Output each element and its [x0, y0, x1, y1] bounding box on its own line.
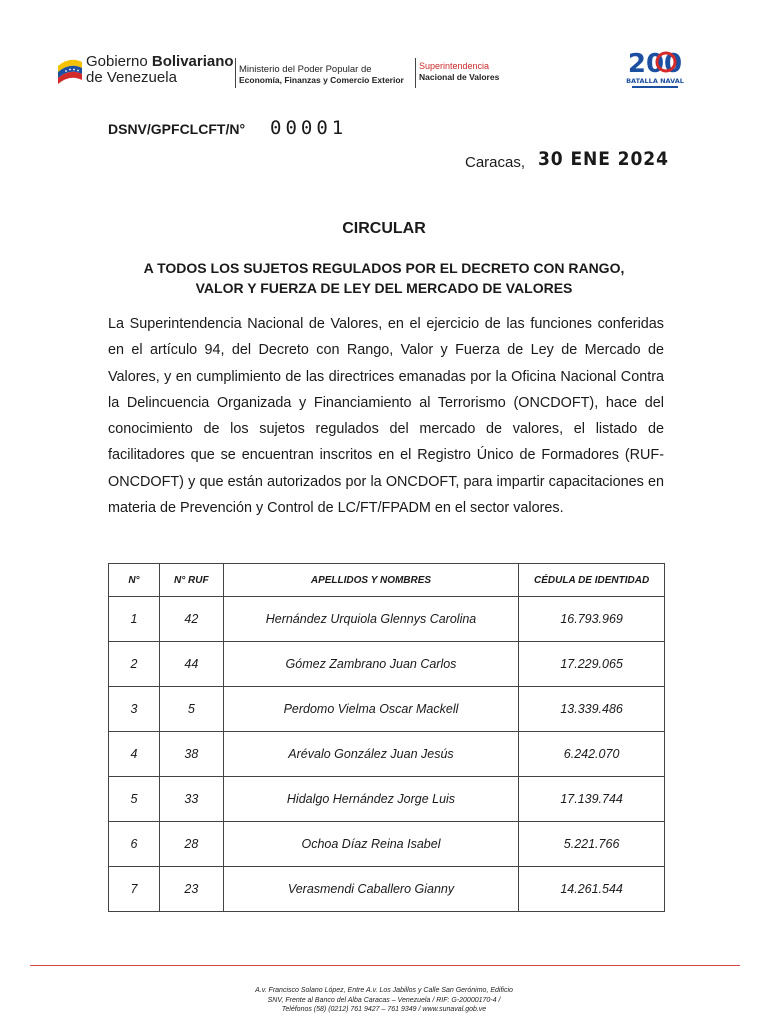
cell-no: 3 — [109, 687, 160, 732]
cell-name: Perdomo Vielma Oscar Mackell — [223, 687, 518, 732]
reference-number: 00001 — [270, 117, 348, 139]
cell-cedula: 17.229.065 — [519, 642, 665, 687]
cell-cedula: 16.793.969 — [519, 597, 665, 642]
footer-line1: A.v. Francisco Solano López, Entre A.v. Los Jabillos y Calle San Gerónimo, Edificio — [255, 987, 513, 994]
superintendencia-label — [419, 61, 499, 83]
table-row — [109, 597, 665, 642]
body-paragraph: La Superintendencia Nacional de Valores, en el ejercicio de las funciones conferidas en el artículo 94, del Decreto con Rango, Valor y Fuerza de Ley de Mercado de Valores, y en cumplimiento de las directrices emanadas por la Oficina Nacional Contra la Delincuencia Organizada y Financiamiento al Terrorismo (ONCDOFT), hace del conocimiento de los sujetos regulados del mercado de valores, el listado de facilitadores que se encuentran inscritos en el Registro Único de Formadores (RUF-ONCDOFT) y que están autorizados por la ONCDOFT, para impartir capacitaciones en materia de Prevención y Control de LC/FT/FPADM en el sector valores. — [108, 316, 664, 517]
header-cedula: CÉDULA DE IDENTIDAD — [519, 564, 665, 597]
cell-no: 4 — [109, 732, 160, 777]
cell-ruf: 5 — [159, 687, 223, 732]
document-subtitle — [100, 258, 668, 298]
cell-ruf: 42 — [159, 597, 223, 642]
subtitle-line2: VALOR Y FUERZA DE LEY DEL MERCADO DE VALORES — [195, 280, 573, 296]
date-stamp: 30 ENE 2024 — [538, 148, 669, 170]
gobierno-text: Gobierno — [86, 53, 152, 70]
cell-no: 6 — [109, 822, 160, 867]
footer-address — [0, 986, 768, 1015]
footer-rule — [30, 965, 740, 966]
cell-ruf: 33 — [159, 777, 223, 822]
table-header-row — [109, 564, 665, 597]
ministerio-label — [239, 64, 404, 86]
ministerio-line2: Economía, Finanzas y Comercio Exterior — [239, 75, 404, 85]
facilitators-table — [108, 563, 665, 912]
anniv-number-text: 200 — [627, 49, 683, 79]
cell-no: 5 — [109, 777, 160, 822]
bolivariano-text: Bolivariano — [151, 53, 234, 70]
cell-no: 1 — [109, 597, 160, 642]
cell-ruf: 44 — [159, 642, 223, 687]
cell-cedula: 13.339.486 — [519, 687, 665, 732]
cell-ruf: 38 — [159, 732, 223, 777]
footer-line3: Teléfonos (58) (0212) 761 9427 – 761 9349 / www.sunaval.gob.ve — [281, 1006, 487, 1013]
table-row — [109, 732, 665, 777]
footer-line2: SNV, Frente al Banco del Alba Caracas – Venezuela / RIF: G-20000170-4 / — [267, 996, 501, 1004]
document-title: CIRCULAR — [342, 220, 426, 237]
de-venezuela-text: de Venezuela — [86, 69, 177, 86]
cell-cedula: 5.221.766 — [519, 822, 665, 867]
batalla-naval-200-logo-icon — [620, 44, 690, 94]
super-line1: Superintendencia — [419, 61, 490, 71]
header-divider — [235, 58, 236, 88]
table-row — [109, 822, 665, 867]
cell-name: Hidalgo Hernández Jorge Luis — [223, 777, 518, 822]
table-row — [109, 867, 665, 912]
super-line2: Nacional de Valores — [419, 72, 500, 82]
anniv-label-text: BATALLA NAVAL — [626, 77, 684, 85]
ministerio-line1: Ministerio del Poder Popular de — [239, 64, 372, 75]
reference-code: DSNV/GPFCLCFT/N° — [108, 121, 246, 137]
cell-name: Ochoa Díaz Reina Isabel — [223, 822, 518, 867]
header-no: N° — [109, 564, 160, 597]
gobierno-bolivariano-wordmark — [86, 54, 234, 86]
cell-ruf: 28 — [159, 822, 223, 867]
cell-cedula: 17.139.744 — [519, 777, 665, 822]
cell-name: Gómez Zambrano Juan Carlos — [223, 642, 518, 687]
header-ruf: N° RUF — [159, 564, 223, 597]
cell-ruf: 23 — [159, 867, 223, 912]
cell-name: Hernández Urquiola Glennys Carolina — [223, 597, 518, 642]
header-names: APELLIDOS Y NOMBRES — [223, 564, 518, 597]
table-row — [109, 642, 665, 687]
venezuela-flag-logo-icon — [56, 56, 84, 86]
table-row — [109, 687, 665, 732]
cell-no: 2 — [109, 642, 160, 687]
cell-cedula: 6.242.070 — [519, 732, 665, 777]
cell-name: Verasmendi Caballero Gianny — [223, 867, 518, 912]
table-row — [109, 777, 665, 822]
cell-no: 7 — [109, 867, 160, 912]
header-divider — [415, 58, 416, 88]
cell-name: Arévalo González Juan Jesús — [223, 732, 518, 777]
cell-cedula: 14.261.544 — [519, 867, 665, 912]
subtitle-line1: A TODOS LOS SUJETOS REGULADOS POR EL DECRETO CON RANGO, — [143, 260, 625, 276]
city-label: Caracas, — [465, 154, 526, 171]
